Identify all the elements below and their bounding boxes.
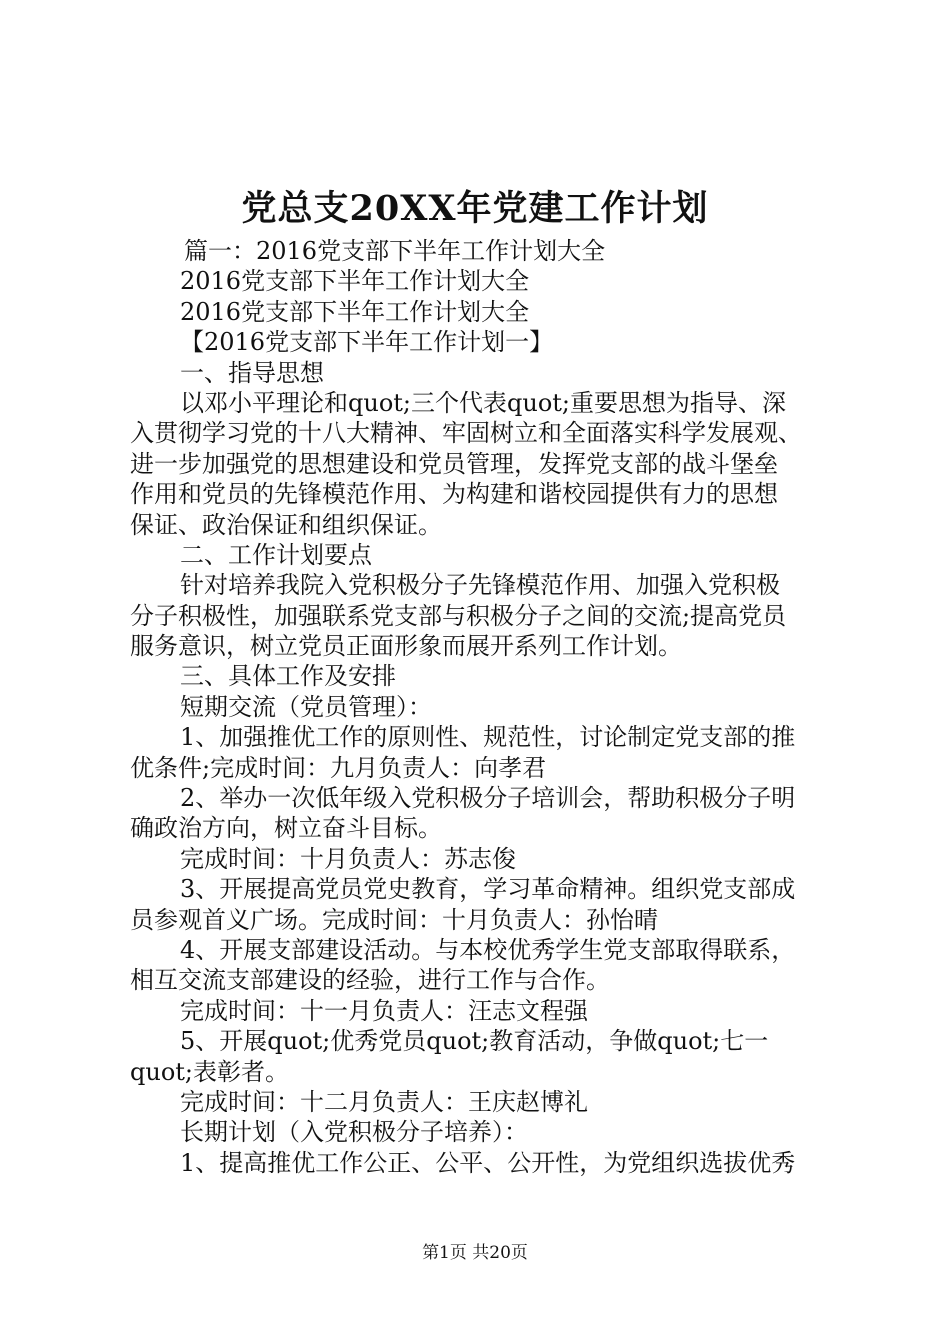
text-line: 3、开展提高党员党史教育，学习革命精神。组织党支部成: [180, 875, 796, 904]
text-line: 服务意识，树立党员正面形象而展开系列工作计划。: [130, 632, 682, 661]
text-line: 优条件;完成时间：九月负责人：向孝君: [130, 753, 547, 782]
text-line: 完成时间：十一月负责人：汪志文程强: [180, 996, 588, 1025]
text-line: 分子积极性，加强联系党支部与积极分子之间的交流;提高党员: [130, 601, 787, 630]
text-line: 长期计划（入党积极分子培养）：: [180, 1118, 528, 1147]
text-line: 一、指导思想: [180, 358, 324, 387]
text-line: 二、工作计划要点: [180, 540, 372, 569]
document-title: 党总支20XX年党建工作计划: [241, 188, 709, 229]
text-line: quot;表彰者。: [130, 1057, 289, 1086]
text-line: 进一步加强党的思想建设和党员管理，发挥党支部的战斗堡垒: [130, 449, 778, 478]
text-line: 确政治方向，树立奋斗目标。: [130, 814, 442, 843]
text-line: 篇一：2016党支部下半年工作计划大全: [184, 237, 606, 265]
text-line: 完成时间：十二月负责人：王庆赵博礼: [180, 1087, 588, 1116]
text-line: 2016党支部下半年工作计划大全: [180, 267, 530, 296]
text-line: 以邓小平理论和quot;三个代表quot;重要思想为指导、深: [180, 388, 786, 417]
text-line: 1、提高推优工作公正、公平、公开性，为党组织选拔优秀: [180, 1148, 796, 1177]
text-line: 保证、政治保证和组织保证。: [130, 510, 442, 539]
text-line: 2、举办一次低年级入党积极分子培训会，帮助积极分子明: [180, 784, 796, 813]
text-line: 4、开展支部建设活动。与本校优秀学生党支部取得联系，: [180, 935, 796, 964]
text-line: 完成时间：十月负责人：苏志俊: [180, 844, 516, 873]
text-line: 作用和党员的先锋模范作用、为构建和谐校园提供有力的思想: [130, 480, 778, 509]
text-line: 短期交流（党员管理）：: [180, 692, 432, 721]
text-line: 入贯彻学习党的十八大精神、牢固树立和全面落实科学发展观、: [130, 419, 802, 448]
text-line: 1、加强推优工作的原则性、规范性，讨论制定党支部的推: [180, 723, 796, 752]
text-line: 员参观首义广场。完成时间：十月负责人：孙怡晴: [130, 905, 658, 934]
text-line: 针对培养我院入党积极分子先锋模范作用、加强入党积极: [180, 571, 780, 600]
document-body: [130, 236, 830, 1178]
text-line: 5、开展quot;优秀党员quot;教育活动，争做quot;七一: [180, 1027, 769, 1056]
text-line: 2016党支部下半年工作计划大全: [180, 297, 530, 326]
page-footer: 第1页 共20页: [422, 1243, 528, 1263]
text-line: 三、具体工作及安排: [180, 662, 396, 691]
text-line: 【2016党支部下半年工作计划一】: [180, 328, 554, 357]
text-line: 相互交流支部建设的经验，进行工作与合作。: [130, 966, 610, 995]
